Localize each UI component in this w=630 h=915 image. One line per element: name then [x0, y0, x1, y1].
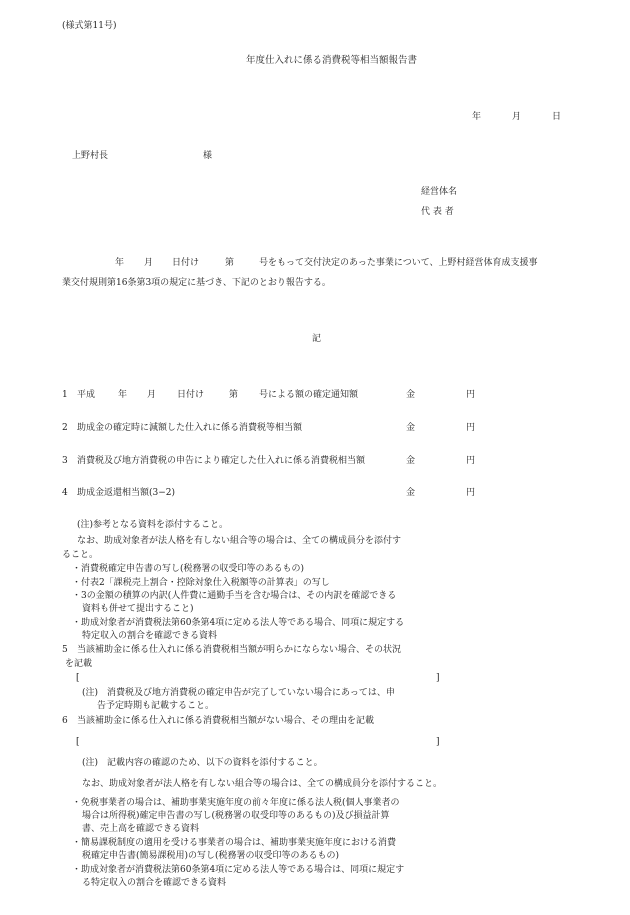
item-1-dai: 第 [229, 390, 239, 400]
note-bullet-1: ・消費税確定申告書の写し(税務署の収受印等のあるもの) [72, 564, 305, 574]
item-4-number: 4 [62, 488, 68, 498]
item-1-text: 号による額の確定通知額 [259, 390, 359, 400]
item-6-bracket-close: ] [436, 737, 440, 747]
intro-no-prefix: 第 [225, 258, 235, 268]
item-6-bullet-3-line1: ・助成対象者が消費税法第60条第4項に定める法人等である場合は、同項に規定す [72, 865, 405, 875]
item-1-month: 月 [147, 390, 157, 400]
item-1-yen: 円 [466, 390, 476, 400]
form-number: (様式第11号) [62, 21, 117, 31]
date-month: 月 [512, 112, 522, 122]
item-2-number: 2 [62, 423, 68, 433]
item-4-kin: 金 [406, 488, 416, 498]
note-bullet-4-line2: 特定収入の割合を確認できる資料 [82, 631, 218, 641]
date-day: 日 [552, 112, 562, 122]
item-3-text: 消費税及び地方消費税の申告により確定した仕入れに係る消費税相当額 [77, 456, 366, 466]
item-5-note-line1: (注) 消費税及び地方消費税の確定申告が完了していない場合にあっては、申 [82, 688, 395, 698]
item-5-line1: 当該補助金に係る仕入れに係る消費税相当額が明らかにならない場合、その状況 [77, 645, 402, 655]
note-bullet-3-line2: 資料も併せて提出すること) [82, 604, 194, 614]
item-1-day: 日付け [177, 390, 205, 400]
intro-line2: 業交付規則第16条第3項の規定に基づき、下記のとおり報告する。 [62, 278, 331, 288]
item-6-bullet-2-line1: ・簡易課税制度の適用を受ける事業者の場合は、補助事業実施年度における消費 [72, 838, 397, 848]
item-5-bracket-close: ] [436, 673, 440, 683]
note-reference: (注)参考となる資料を添付すること。 [77, 520, 229, 530]
ki-heading: 記 [312, 334, 322, 344]
item-6-nasi: なお、助成対象者が法人格を有しない組合等の場合は、全ての構成員分を添付すること。 [82, 779, 443, 789]
item-6-bullet-1-line3: 書、売上高を確認できる資料 [82, 824, 200, 834]
item-5-note-line2: 告予定時期も記載すること。 [97, 701, 215, 711]
item-6-number: 6 [62, 716, 68, 726]
item-3-kin: 金 [406, 456, 416, 466]
item-6-bullet-1-line1: ・免税事業者の場合は、補助事業実施年度の前々年度に係る法人税(個人事業者の [72, 798, 400, 808]
intro-year: 年 [115, 258, 125, 268]
item-1-kin: 金 [406, 390, 416, 400]
item-2-yen: 円 [466, 423, 476, 433]
intro-line1: 号をもって交付決定のあった事業について、上野村経営体育成支援事 [259, 258, 538, 268]
item-2-text: 助成金の確定時に減額した仕入れに係る消費税等相当額 [77, 423, 303, 433]
note-bullet-4-line1: ・助成対象者が消費税法第60条第4項に定める法人等である場合、同項に規定する [72, 618, 405, 628]
item-6-bullet-3-line2: る特定収入の割合を確認できる資料 [82, 878, 227, 888]
item-3-yen: 円 [466, 456, 476, 466]
document-title: 年度仕入れに係る消費税等相当額報告書 [246, 55, 418, 66]
item-1-year: 年 [118, 390, 128, 400]
item-6-note: (注) 記載内容の確認のため、以下の資料を添付すること。 [82, 758, 323, 768]
item-2-kin: 金 [406, 423, 416, 433]
item-1-number: 1 [62, 390, 68, 400]
date-year: 年 [472, 112, 482, 122]
item-5-number: 5 [62, 645, 68, 655]
addressee-name: 上野村長 [72, 151, 109, 161]
sender-rep-label: 代 表 者 [421, 207, 454, 217]
addressee-honorific: 様 [203, 151, 213, 161]
note-nasi-line2: ること。 [62, 550, 99, 560]
item-4-text: 助成金返還相当額(3−2) [77, 488, 176, 498]
note-bullet-2: ・付表2「課税売上割合・控除対象仕入税額等の計算表」の写し [72, 578, 330, 588]
item-3-number: 3 [62, 456, 68, 466]
item-6-line1: 当該補助金に係る仕入れに係る消費税相当額がない場合、その理由を記載 [77, 716, 375, 726]
item-6-bracket-open: [ [76, 737, 80, 747]
intro-day: 日付け [172, 258, 200, 268]
note-nasi-line1: なお、助成対象者が法人格を有しない組合等の場合は、全ての構成員分を添付す [77, 536, 402, 546]
item-5-line2: を記載 [65, 659, 93, 669]
item-6-bullet-1-line2: 場合は所得税)確定申告書の写し(税務署の収受印等のあるもの)及び損益計算 [82, 811, 390, 821]
note-bullet-3-line1: ・3の金額の積算の内訳(人件費に通勤手当を含む場合は、その内訳を確認できる [72, 591, 397, 601]
item-6-bullet-2-line2: 税確定申告書(簡易課税用)の写し(税務署の収受印等のあるもの) [82, 851, 340, 861]
item-4-yen: 円 [466, 488, 476, 498]
item-1-era: 平成 [77, 390, 96, 400]
sender-entity-label: 経営体名 [421, 187, 458, 197]
item-5-bracket-open: [ [76, 673, 80, 683]
intro-month: 月 [144, 258, 154, 268]
